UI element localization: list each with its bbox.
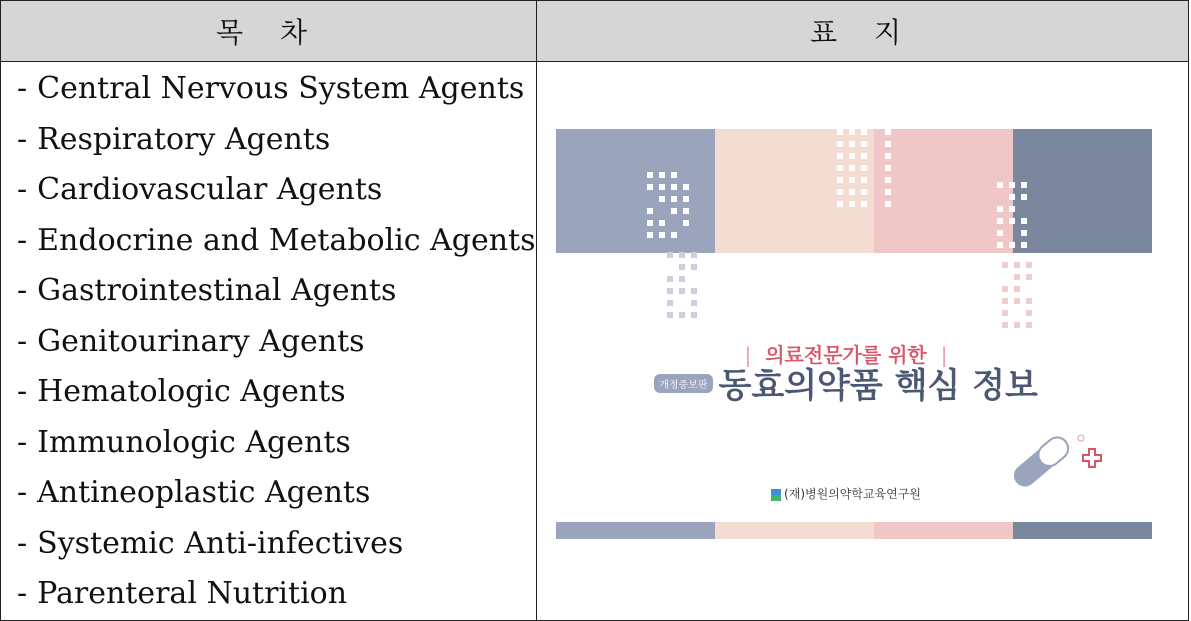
cross-icon: [1083, 449, 1101, 467]
cover-subtitle: | 의료전문가를 위한 |: [744, 343, 948, 367]
toc-item: - Gastrointestinal Agents: [17, 273, 397, 308]
cover-publisher: (재)병원의약학교육연구원: [537, 485, 1155, 502]
book-cover: [537, 62, 1155, 607]
toc-item: - Hematologic Agents: [17, 374, 346, 409]
toc-item: - Parenteral Nutrition: [17, 576, 348, 611]
toc-cell: [1, 62, 537, 621]
publisher-logo-icon: [771, 489, 781, 501]
capsule-icon: [1009, 433, 1072, 491]
cover-title: 개정증보판 동효의약품 핵심 정보: [537, 358, 1155, 407]
toc-item: - Systemic Anti-infectives: [17, 525, 404, 561]
toc-item: - Antineoplastic Agents: [17, 475, 371, 510]
toc-item: - Central Nervous System Agents: [17, 71, 525, 106]
toc-item: - Endocrine and Metabolic Agents: [17, 222, 536, 258]
toc-header: 목 차: [1, 1, 537, 62]
toc-item: - Respiratory Agents: [17, 121, 331, 157]
cover-header: 표 지: [537, 1, 1189, 62]
cover-cell: [537, 62, 1189, 621]
toc-item: - Immunologic Agents: [17, 424, 351, 460]
toc-item: - Cardiovascular Agents: [17, 172, 383, 207]
toc-list: [1, 64, 536, 620]
cover-graphic: [537, 62, 1155, 607]
toc-item: - Genitourinary Agents: [17, 323, 365, 359]
edition-badge: 개정증보판: [654, 374, 712, 393]
